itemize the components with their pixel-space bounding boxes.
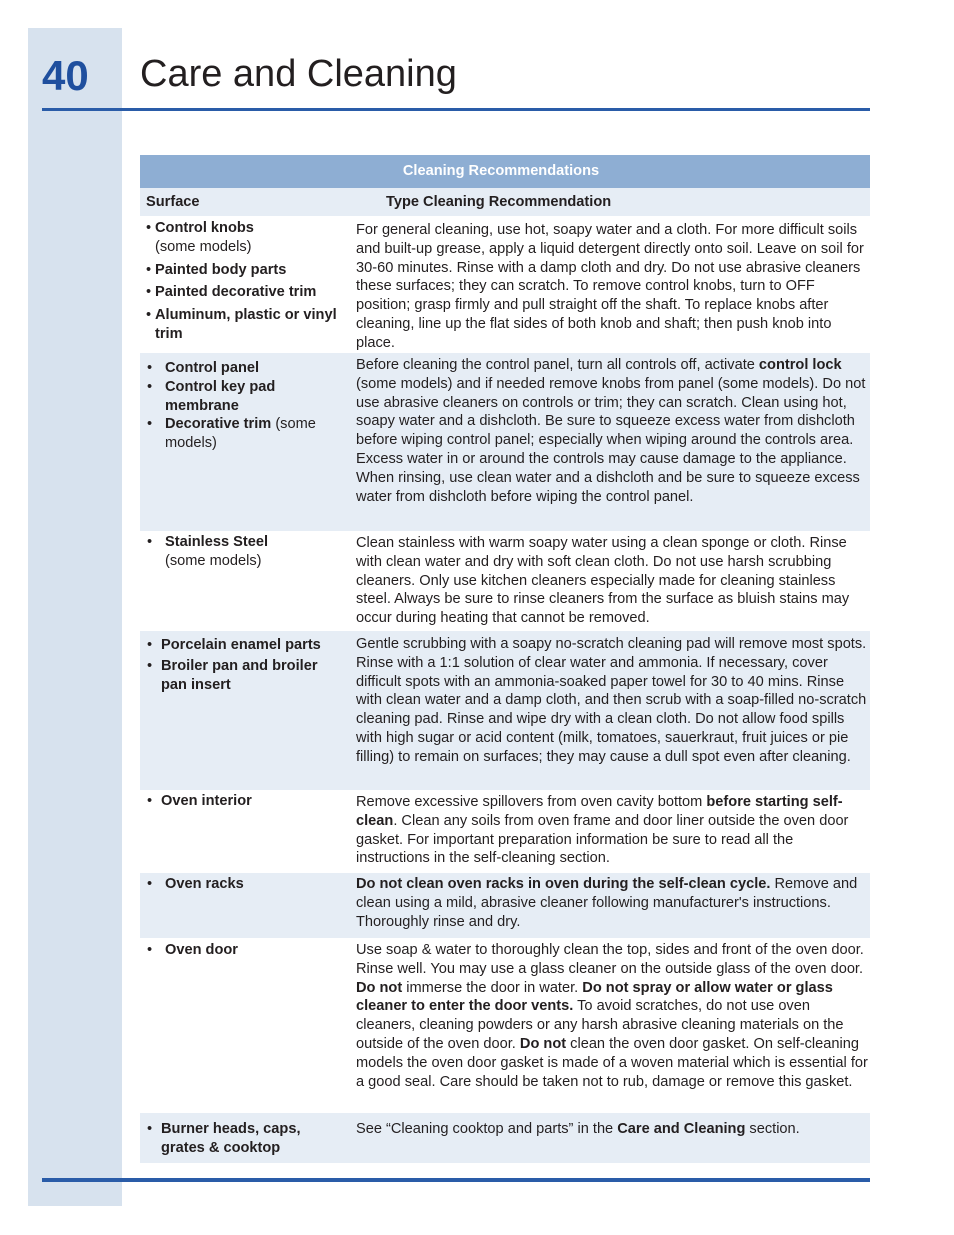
list-item: • Oven racks <box>146 875 342 894</box>
table-row <box>140 216 870 353</box>
recommendation-cell: Do not clean oven racks in oven during the self-clean cycle. Remove and clean using a mild, abrasive cleaner following manufacturer's instructions. Thoroughly rinse and dry. <box>356 876 858 930</box>
table-row <box>140 873 870 938</box>
table-row <box>140 938 870 1113</box>
recommendation-cell: See “Cleaning cooktop and parts” in the Care and Cleaning section. <box>356 1121 800 1137</box>
surface-cell <box>140 938 354 1113</box>
recommendation-cell: Before cleaning the control panel, turn all controls off, activate control lock (some models) and if needed remove knobs from panel (some models). Do not use abrasive cleaners on controls or trim; they can scratch. Clean using hot, soapy water and a dishcloth. Be sure to squeeze excess water from dishcloth before wiping control panel; especially when wiping around the controls area. Excess water in or around the controls may cause damage to the appliance. When rinsing, use clean water and a dishcloth and be sure to squeeze excess water from dishcloth before wiping the control panel. <box>356 357 866 505</box>
page-title: Care and Cleaning <box>140 53 457 95</box>
list-item: • Burner heads, caps, grates & cooktop <box>146 1120 342 1158</box>
list-item: • Stainless Steel (some models) <box>146 533 342 571</box>
table-row <box>140 353 870 531</box>
top-rule <box>42 108 870 111</box>
list-item: • Painted body parts <box>146 261 342 280</box>
table-header-row <box>140 188 870 216</box>
list-item: • Porcelain enamel parts <box>146 636 342 655</box>
surface-cell <box>140 631 354 790</box>
page-number: 40 <box>42 52 89 99</box>
list-item: • Broiler pan and broiler pan insert <box>146 657 342 695</box>
list-item: • Oven door <box>146 941 342 960</box>
recommendation-cell: Remove excessive spillovers from oven cavity bottom before starting self-clean. Clean any soils from oven frame and door liner outside the oven door gasket. For important preparation information be sure to read all the instructions in the self-cleaning section. <box>356 794 849 867</box>
table-row <box>140 1113 870 1163</box>
list-item: • Decorative trim (some models) <box>146 415 342 453</box>
surface-cell <box>140 216 354 353</box>
column-header-type: Type Cleaning Recommendation <box>386 193 612 210</box>
bottom-rule <box>42 1178 870 1182</box>
cleaning-table <box>140 155 870 1163</box>
recommendation-cell: Gentle scrubbing with a soapy no-scratch cleaning pad will remove most spots. Rinse with a 1:1 solution of clear water and ammonia. If necessary, cover difficult spots with an ammonia-soaked paper towel for 30 to 40 mins. Rinse with clean water and a damp cloth, and then scrub with a soap-filled no-scratch cleaning pad. Rinse and wipe dry with a clean cloth. Do not allow food spills with high sugar or acid content (milk, tomatoes, sauerkraut, fruit juices or pie filling) to remain on surfaces; they may cause a dull spot even after cleaning. <box>356 636 867 765</box>
surface-cell <box>140 790 354 873</box>
sidebar-band <box>28 28 122 1206</box>
surface-cell <box>140 353 354 531</box>
table-title: Cleaning Recommendations <box>140 155 870 188</box>
list-item: • Control panel <box>146 359 342 378</box>
list-item: • Oven interior <box>146 792 342 811</box>
recommendation-cell: For general cleaning, use hot, soapy water and a cloth. For more difficult soils and built-up grease, apply a liquid detergent directly onto soil. Leave on soil for 30-60 minutes. Rinse with a damp cloth and dry. Do not use abrasive cleaners these surfaces; they can scratch. To remove control knobs, turn to OFF position; grasp firmly and pull straight off the shaft. To replace knobs after cleaning, line up the flat sides of both knob and shaft; then push knob into place. <box>356 222 864 351</box>
list-item: • Control knobs (some models) <box>146 219 342 257</box>
surface-cell <box>140 873 354 938</box>
recommendation-cell: Use soap & water to thoroughly clean the top, sides and front of the oven door. Rinse well. You may use a glass cleaner on the outside glass of the oven door. Do not immerse the door in water. Do not spray or allow water or glass cleaner to enter the door vents. To avoid scratches, do not use oven cleaners, cleaning powders or any harsh abrasive cleaning materials on the outside of the oven door. Do not clean the oven door gasket. On self-cleaning models the oven door gasket is made of a woven material which is essential for a good seal. Care should be taken not to rub, damage or remove this gasket. <box>356 942 868 1090</box>
table-row <box>140 531 870 631</box>
list-item: • Aluminum, plastic or vinyl trim <box>146 306 342 344</box>
list-item: • Control key pad membrane <box>146 378 342 416</box>
table-row <box>140 790 870 873</box>
recommendation-cell: Clean stainless with warm soapy water using a clean sponge or cloth. Rinse with clean water and dry with soft clean cloth. Do not use harsh scrubbing cleaners. Only use kitchen cleaners especially made for cleaning stainless steel. Always be sure to rinse cleaners from the surface as bluish stains may occur during heating that cannot be removed. <box>356 535 850 627</box>
surface-cell <box>140 1113 354 1163</box>
list-item: • Painted decorative trim <box>146 283 342 302</box>
surface-cell <box>140 531 354 631</box>
column-header-surface: Surface <box>146 193 200 210</box>
table-row <box>140 631 870 790</box>
